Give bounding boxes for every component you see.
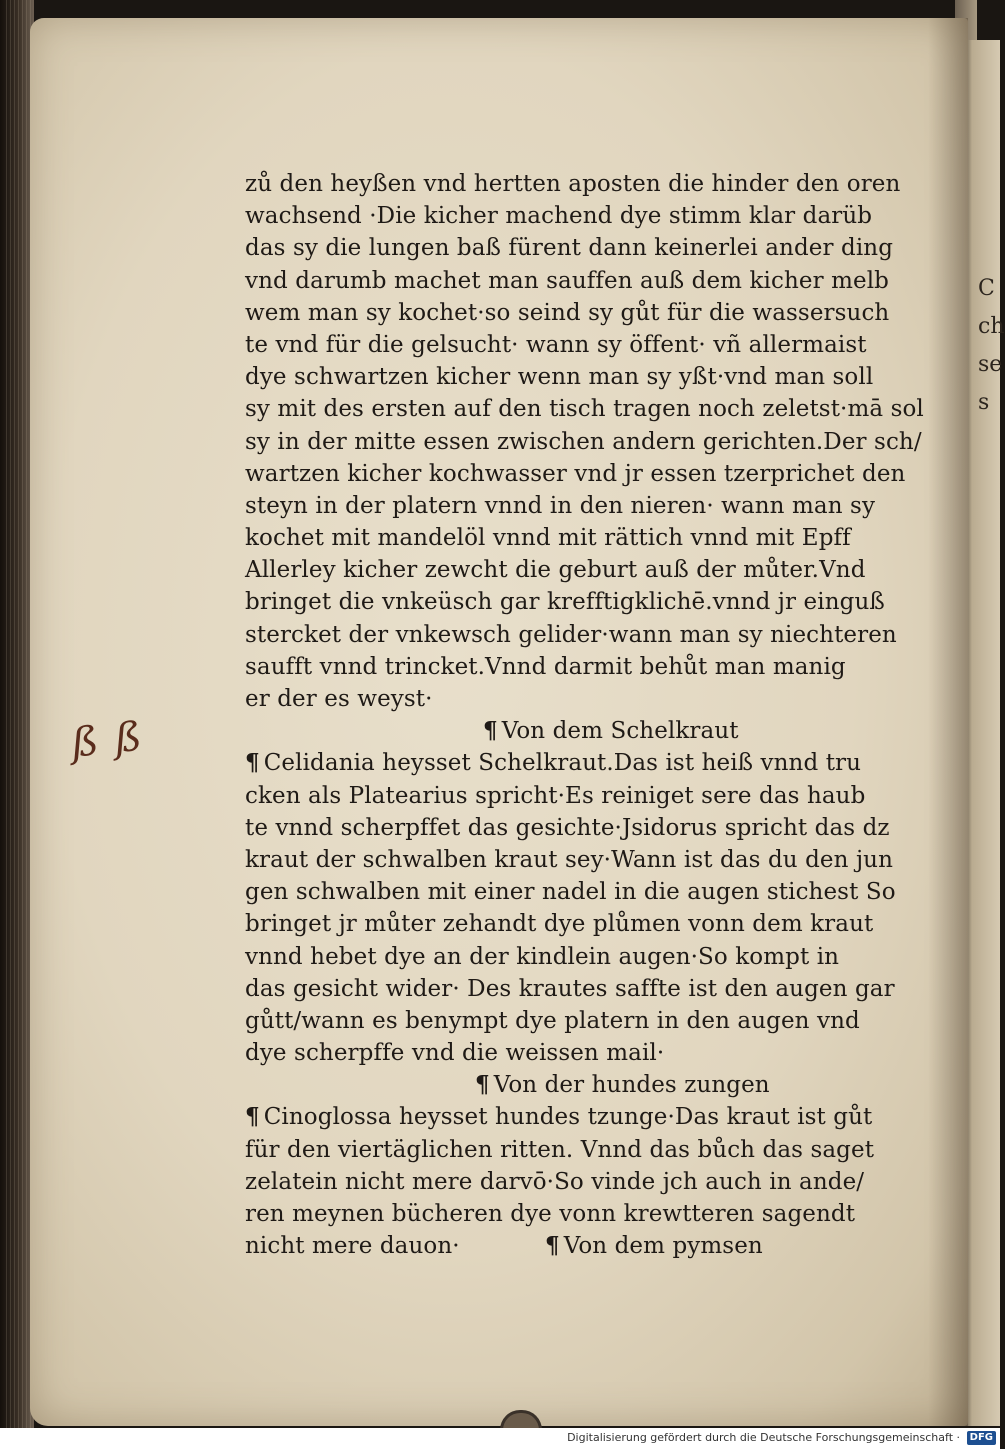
- text-line: [245, 1166, 875, 1198]
- text-line-content: gen schwalben mit einer nadel in die augen stichest So: [245, 879, 896, 906]
- text-line-content: te vnnd scherpffet das gesichte·Jsidorus spricht das dz: [245, 814, 890, 841]
- text-line: [245, 1037, 875, 1069]
- pilcrow-icon: ¶: [483, 717, 498, 745]
- text-line: [245, 232, 894, 264]
- handwritten-margin-note: ß ß: [69, 713, 146, 767]
- text-line: [245, 780, 875, 812]
- text-line: [245, 361, 875, 393]
- text-line: [245, 297, 890, 329]
- pilcrow-icon: ¶: [475, 1071, 490, 1099]
- text-line-content: dye scherpffe vnd die weissen mail·: [245, 1040, 665, 1067]
- text-line: [245, 1005, 875, 1037]
- paragraph-kicher: [245, 168, 924, 715]
- pilcrow-icon: ¶: [545, 1232, 560, 1260]
- text-line-content: bringet die vnkeüsch gar krefftigklichē.vnnd jr einguß: [245, 589, 885, 616]
- text-line-content: dye schwartzen kicher wenn man sy yßt·vnd man soll: [245, 364, 874, 391]
- text-line: [245, 1101, 875, 1133]
- text-line-content: er der es weyst·: [245, 686, 433, 712]
- pilcrow-icon: ¶: [245, 749, 260, 777]
- text-line: [245, 168, 901, 200]
- page-stack-lines: [6, 0, 32, 1428]
- text-line-content: gůtt/wann es benympt dye platern in den augen vnd: [245, 1007, 860, 1034]
- footer-credit: Digitalisierung gefördert durch die Deutsche Forschungsgemeinschaft ·: [567, 1431, 960, 1444]
- text-line-content: stercket der vnkewsch gelider·wann man sy niechteren: [245, 621, 897, 648]
- text-line-content: wartzen kicher kochwasser vnd jr essen tzerprichet den: [245, 460, 906, 487]
- text-line: [245, 426, 922, 458]
- text-line-content: zelatein nicht mere darvō·So vinde jch auch in ande/: [245, 1168, 865, 1195]
- text-line: [245, 329, 875, 361]
- text-line-content: für den viertäglichen ritten. Vnnd das bůch das saget: [245, 1136, 875, 1163]
- text-line: [245, 812, 890, 844]
- text-line-content: vnd darumb machet man sauffen auß dem kicher melb: [245, 267, 890, 294]
- heading-text: Von der hundes zungen: [493, 1072, 770, 1099]
- text-line: [245, 393, 924, 425]
- text-line: [245, 490, 875, 522]
- page-gutter-shadow: [928, 18, 968, 1426]
- text-line-content: das gesicht wider· Des krautes saffte ist den augen gar: [245, 975, 895, 1002]
- text-line-content: Cinoglossa heysset hundes tzunge·Das kraut ist gůt: [263, 1104, 873, 1131]
- text-line-content: sy in der mitte essen zwischen andern gerichten.Der sch/: [245, 428, 922, 455]
- text-line: [245, 908, 875, 940]
- text-line: [245, 651, 875, 683]
- text-line: [245, 619, 897, 651]
- paragraph-schelkraut: [245, 747, 896, 1069]
- facing-page-text: C ch se s: [978, 276, 1005, 415]
- text-line: [245, 554, 875, 586]
- text-line-content: te vnd für die gelsucht· wann sy öffent· vñ allermaist: [245, 331, 867, 358]
- text-line-content: vnnd hebet dye an der kindlein augen·So kompt in: [245, 943, 840, 970]
- text-line-content: Allerley kicher zewcht die geburt auß der můter.Vnd: [245, 557, 866, 584]
- text-block: [245, 168, 924, 1262]
- text-line-content: saufft vnnd trincket.Vnnd darmit behůt man manig: [245, 653, 846, 680]
- text-line-content: sy mit des ersten auf den tisch tragen noch zeletst·mā sol: [245, 396, 924, 423]
- heading-text: Von dem pymsen: [563, 1233, 763, 1260]
- heading-text: Von dem Schelkraut: [501, 718, 739, 745]
- text-line: [245, 683, 875, 715]
- text-line: [245, 522, 875, 554]
- text-line-content: Celidania heysset Schelkraut.Das ist heiß vnnd tru: [263, 750, 862, 777]
- text-line-content: kochet mit mandelöl vnnd mit rättich vnnd mit Epff: [245, 525, 851, 552]
- text-line-content: steyn in der platern vnnd in den nieren· wann man sy: [245, 492, 876, 519]
- text-line: [245, 876, 896, 908]
- text-line: [245, 458, 906, 490]
- footer-bar: [0, 1428, 1000, 1449]
- text-line-content: das sy die lungen baß fürent dann keinerlei ander ding: [245, 235, 894, 262]
- text-line-content: cken als Platearius spricht·Es reiniget sere das haub: [245, 782, 866, 809]
- text-line: [245, 747, 875, 779]
- text-line: [245, 265, 890, 297]
- text-line-content: wachsend ·Die kicher machend dye stimm klar darüb: [245, 203, 873, 230]
- text-line-content: kraut der schwalben kraut sey·Wann ist das du den jun: [245, 846, 894, 873]
- dfg-logo: DFG: [967, 1431, 996, 1445]
- text-line-content: zů den heyßen vnd hertten aposten die hinder den oren: [245, 171, 901, 197]
- text-line: [245, 586, 885, 618]
- text-line-content: wem man sy kochet·so seind sy gůt für die wassersuch: [245, 299, 890, 326]
- text-line: [245, 1198, 875, 1230]
- text-line: [245, 200, 875, 232]
- text-line: [245, 941, 875, 973]
- text-line: [245, 844, 894, 876]
- pilcrow-icon: ¶: [245, 1103, 260, 1131]
- text-line: [245, 973, 895, 1005]
- section-heading-schelkraut: [245, 715, 875, 747]
- text-line: [245, 1134, 875, 1166]
- section-heading-hundeszungen: [245, 1069, 875, 1101]
- text-line-content: nicht mere dauon·: [245, 1233, 460, 1260]
- text-line-content: bringet jr můter zehandt dye plůmen vonn dem kraut: [245, 911, 874, 938]
- text-line-content: ren meynen bücheren dye vonn krewtteren sagendt: [245, 1201, 856, 1227]
